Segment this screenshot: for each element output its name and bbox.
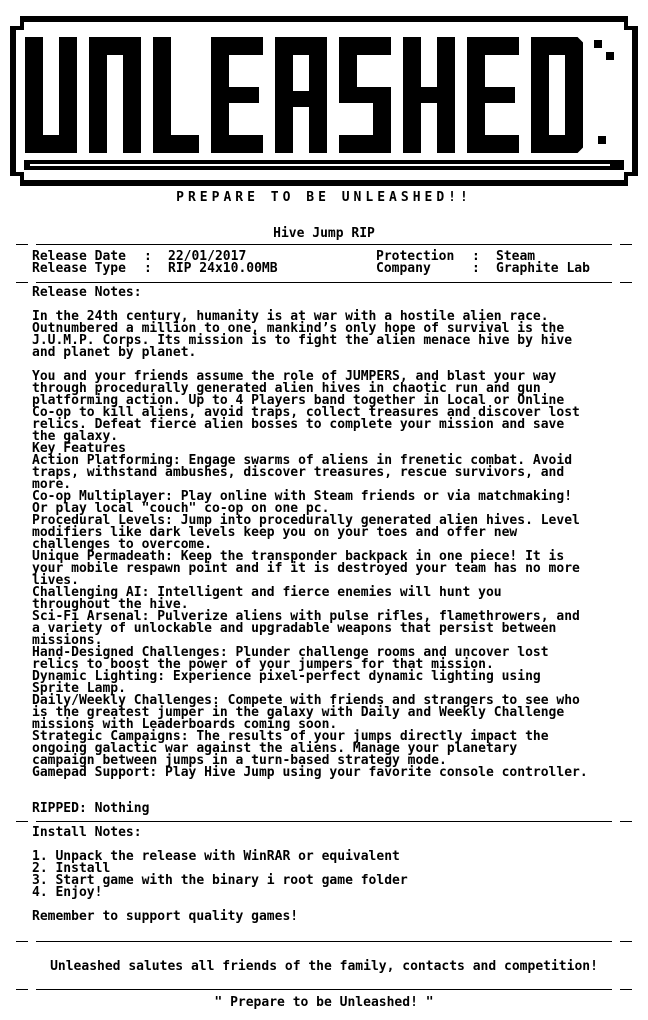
install-step: 4. Enjoy! bbox=[32, 885, 103, 900]
release-notes-text: In the 24th century, humanity is at war with a hostile alien race. Outnumbered a million to one, mankind’s only hope of survival is the J.U.M.P. Corps. Its mission is to fight the alien menace hive by hive and planet by planet. You and your friends assume the role of JUMPERS, and blast your way through procedurally generated alien hives in chaotic run and gun platforming action. Up to 4 Players band together in Local or Online Co-op to kill aliens, avoid traps, collect treasures and discover lost relics. Defeat fierce alien bosses to complete your mission and save the galaxy. Key Features Action Platforming: Engage swarms of aliens in frenetic combat. Avoid traps, withstand ambushes, discover treasures, rescue survivors, and more. Co-op Multiplayer: Play online with Steam friends or via matchmaking! Or play local "couch" co-op on one pc. Procedural Levels: Jump into procedurally generated alien hives. Level modifiers like dark levels keep you on your toes and offer new challenges to overcome. Unique Permadeath: Keep the transponder backpack in one piece! It is your mobile respawn point and if it is destroyed your team has no more lives. Challenging AI: Intelligent and fierce enemies will hunt you throughout the hive. Sci-Fi Arsenal: Pulverize aliens with pulse rifles, flamethrowers, and a variety of unlockable and upgradable weapons that persist between missions. Hand-Designed Challenges: Plunder challenge rooms and uncover lost relics to boost the power of your jumpers for that mission. Dynamic Lighting: Experience pixel-perfect dynamic lighting using Sprite Lamp. Daily/Weekly Challenges: Compete with friends and strangers to see who is the greatest jumper in the galaxy with Daily and Weekly Challenge missions with Leaderboards coming soon. Strategic Campaigns: The results of your jumps directly impact the ongoing galactic war against the aliens. Manage your planetary campaign between jumps in a turn-based strategy mode. Gamepad Support: Play Hive Jump using your favorite console controller. bbox=[32, 309, 588, 780]
release-notes-heading: Release Notes: bbox=[32, 285, 142, 300]
protection-label: Protection bbox=[376, 249, 455, 264]
install-notes-heading: Install Notes: bbox=[32, 825, 142, 840]
install-step: 1. Unpack the release with WinRAR or equivalent bbox=[32, 849, 400, 864]
install-step: 2. Install bbox=[32, 861, 111, 876]
footer-text: " Prepare to be Unleashed! " bbox=[214, 995, 434, 1010]
tagline: PREPARE TO BE UNLEASHED!! bbox=[176, 190, 472, 205]
release-type-value: RIP 24x10.00MB bbox=[168, 261, 278, 276]
release-title: Hive Jump RIP bbox=[273, 226, 375, 241]
support-reminder: Remember to support quality games! bbox=[32, 909, 299, 924]
colon: : bbox=[144, 249, 152, 264]
release-date-label: Release Date bbox=[32, 249, 126, 264]
protection-value: Steam bbox=[496, 249, 536, 264]
colon: : bbox=[472, 249, 480, 264]
company-value: Graphite Lab bbox=[496, 261, 590, 276]
ripped-line: RIPPED: Nothing bbox=[32, 801, 150, 816]
release-type-label: Release Type bbox=[32, 261, 126, 276]
install-step: 3. Start game with the binary i root game folder bbox=[32, 873, 408, 888]
unleashed-logo bbox=[10, 16, 638, 186]
salute-text: Unleashed salutes all friends of the family, contacts and competition! bbox=[50, 959, 598, 974]
release-date-value: 22/01/2017 bbox=[168, 249, 247, 264]
colon: : bbox=[144, 261, 152, 276]
colon: : bbox=[472, 261, 480, 276]
company-label: Company bbox=[376, 261, 431, 276]
